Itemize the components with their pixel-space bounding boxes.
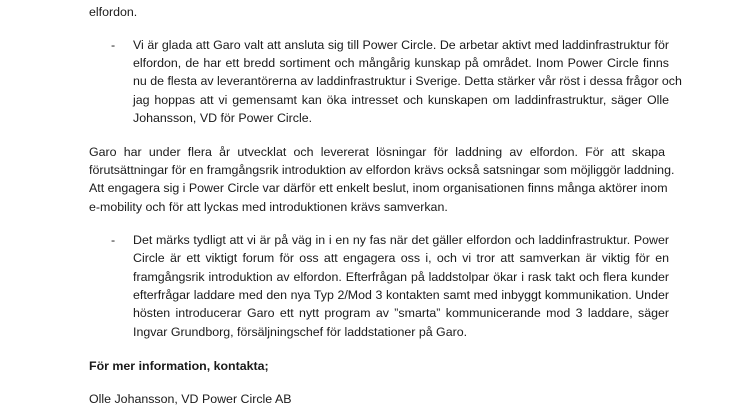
paragraph-line-3: Att engagera sig i Power Circle var därför ett enkelt beslut, inom organisationen finns många aktörer inom: [89, 181, 668, 195]
bullet2-line-4: efterfrågar laddare med den nya Typ 2/Mod 3 kontakten samt med inbyggt kommunikation. Under: [133, 288, 669, 302]
bullet2-line-1: Det märks tydligt att vi är på väg in i en ny fas när det gäller elfordon och laddinfrastruktur. Power: [133, 233, 669, 247]
bullet2-line-5: hösten introducerar Garo ett nytt program av ”smarta” kommunicerande mod 3 laddare, säger: [133, 306, 669, 320]
contact-name: Olle Johansson, VD Power Circle AB: [89, 392, 292, 406]
bullet1-line-5: Johansson, VD för Power Circle.: [133, 111, 313, 125]
top-fragment: elfordon.: [89, 5, 138, 19]
bullet1-line-2: elfordon, de har ett bredd sortiment och mångårig kunskap på området. Inom Power Circle finns: [133, 56, 669, 70]
bullet2-line-6: Ingvar Grundborg, försäljningschef för laddstationer på Garo.: [133, 325, 468, 339]
bullet2-line-3: framgångsrik introduktion av elfordon. Efterfrågan på laddstolpar ökar i rask takt och flera kunder: [133, 270, 669, 284]
bullet1-marker: -: [111, 38, 116, 52]
bullet1-line-3: nu de flesta av leverantörerna av laddinfrastruktur i Sverige. Detta stärker vår röst i dessa frågor och: [133, 74, 682, 88]
paragraph-line-4: e-mobility och för att lyckas med introduktionen krävs samverkan.: [89, 200, 448, 214]
bullet2-line-2: Circle är ett viktigt forum för oss att engagera oss i, och vi tror att samverkan är viktig för en: [133, 251, 669, 265]
contact-heading: För mer information, kontakta;: [89, 359, 269, 373]
bullet1-line-1: Vi är glada att Garo valt att ansluta sig till Power Circle. De arbetar aktivt med laddinfrastruktur för: [133, 38, 669, 52]
bullet1-line-4: jag hoppas att vi gemensamt kan öka intresset och kunskapen om laddinfrastruktur, säger Olle: [133, 93, 669, 107]
paragraph-line-2: förutsättningar för en framgångsrik introduktion av elfordon krävs också satsningar som möjliggör laddning.: [89, 163, 675, 177]
bullet2-marker: -: [111, 233, 116, 247]
paragraph-line-1: Garo har under flera år utvecklat och levererat lösningar för laddning av elfordon. För att skapa: [89, 145, 665, 159]
